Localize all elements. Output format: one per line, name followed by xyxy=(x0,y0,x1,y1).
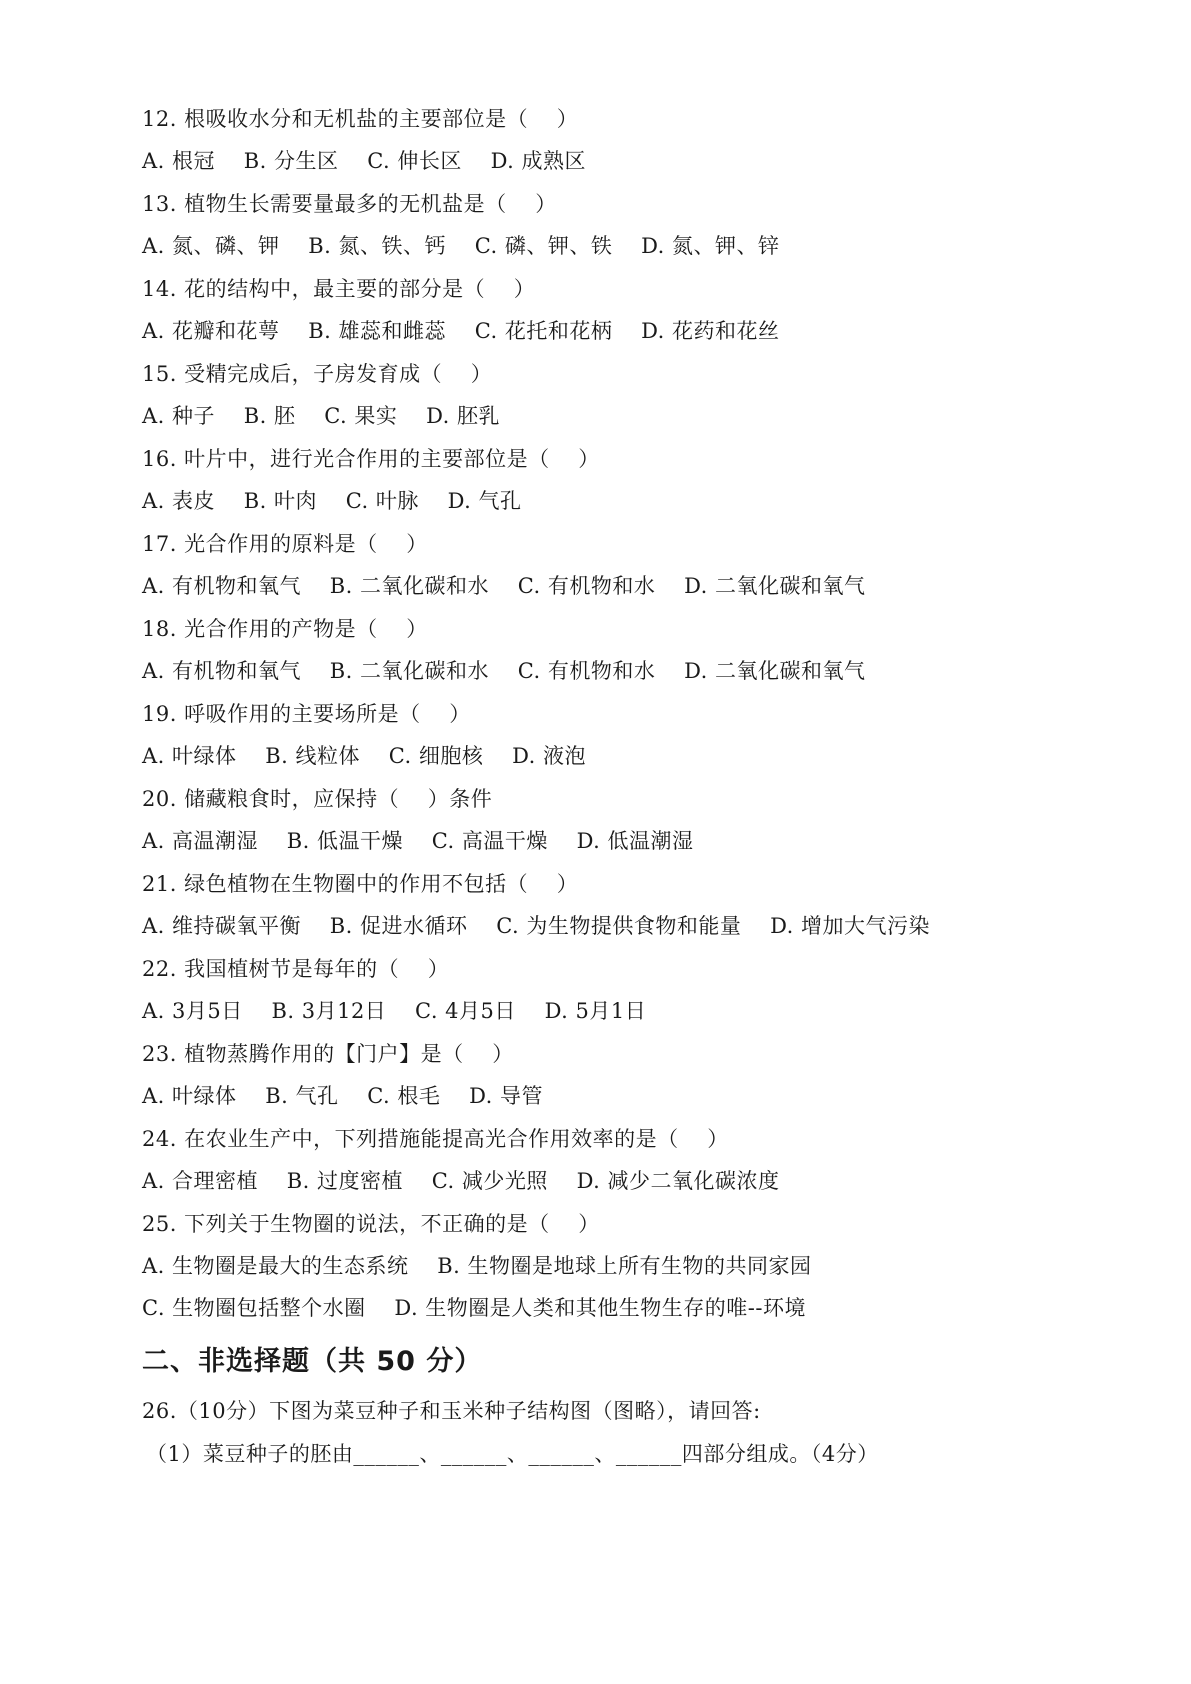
question-19-stem: 19. 呼吸作用的主要场所是（ ） xyxy=(142,702,471,726)
question-15-options: A. 种子 B. 胚 C. 果实 D. 胚乳 xyxy=(142,404,501,428)
question-25-options-2: C. 生物圈包括整个水圈 D. 生物圈是人类和其他生物生存的唯--环境 xyxy=(142,1296,806,1320)
question-26-part-1: （1）菜豆种子的胚由______、______、______、______四部分组成。（4分） xyxy=(146,1442,879,1466)
question-20-stem: 20. 储藏粮食时，应保持（ ）条件 xyxy=(142,787,493,811)
question-22-options: A. 3月5日 B. 3月12日 C. 4月5日 D. 5月1日 xyxy=(142,999,647,1023)
section-heading: 二、非选择题（共 50 分） xyxy=(142,1346,483,1377)
question-18-options: A. 有机物和氧气 B. 二氧化碳和水 C. 有机物和水 D. 二氧化碳和氧气 xyxy=(142,659,866,683)
question-23-stem: 23. 植物蒸腾作用的【门户】是（ ） xyxy=(142,1042,514,1066)
question-16-options: A. 表皮 B. 叶肉 C. 叶脉 D. 气孔 xyxy=(142,489,522,513)
question-21-stem: 21. 绿色植物在生物圈中的作用不包括（ ） xyxy=(142,872,579,896)
question-21-options: A. 维持碳氧平衡 B. 促进水循环 C. 为生物提供食物和能量 D. 增加大气污染 xyxy=(142,914,931,938)
question-19-options: A. 叶绿体 B. 线粒体 C. 细胞核 D. 液泡 xyxy=(142,744,587,768)
question-13-stem: 13. 植物生长需要量最多的无机盐是（ ） xyxy=(142,192,557,216)
question-17-options: A. 有机物和氧气 B. 二氧化碳和水 C. 有机物和水 D. 二氧化碳和氧气 xyxy=(142,574,866,598)
question-15-stem: 15. 受精完成后，子房发育成（ ） xyxy=(142,362,493,386)
question-14-stem: 14. 花的结构中，最主要的部分是（ ） xyxy=(142,277,536,301)
question-23-options: A. 叶绿体 B. 气孔 C. 根毛 D. 导管 xyxy=(142,1084,544,1108)
question-22-stem: 22. 我国植树节是每年的（ ） xyxy=(142,957,450,981)
question-17-stem: 17. 光合作用的原料是（ ） xyxy=(142,532,428,556)
question-16-stem: 16. 叶片中，进行光合作用的主要部位是（ ） xyxy=(142,447,600,471)
question-25-options: A. 生物圈是最大的生态系统 B. 生物圈是地球上所有生物的共同家园 xyxy=(142,1254,812,1278)
question-18-stem: 18. 光合作用的产物是（ ） xyxy=(142,617,428,641)
question-20-options: A. 高温潮湿 B. 低温干燥 C. 高温干燥 D. 低温潮湿 xyxy=(142,829,694,853)
question-13-options: A. 氮、磷、钾 B. 氮、铁、钙 C. 磷、钾、铁 D. 氮、钾、锌 xyxy=(142,234,780,258)
question-12-stem: 12. 根吸收水分和无机盐的主要部位是（ ） xyxy=(142,107,579,131)
question-14-options: A. 花瓣和花萼 B. 雄蕊和雌蕊 C. 花托和花柄 D. 花药和花丝 xyxy=(142,319,780,343)
question-26-stem: 26.（10分）下图为菜豆种子和玉米种子结构图（图略），请回答: xyxy=(142,1399,761,1423)
question-24-options: A. 合理密植 B. 过度密植 C. 减少光照 D. 减少二氧化碳浓度 xyxy=(142,1169,780,1193)
question-24-stem: 24. 在农业生产中，下列措施能提高光合作用效率的是（ ） xyxy=(142,1127,729,1151)
question-25-stem: 25. 下列关于生物圈的说法，不正确的是（ ） xyxy=(142,1212,600,1236)
question-12-options: A. 根冠 B. 分生区 C. 伸长区 D. 成熟区 xyxy=(142,149,587,173)
